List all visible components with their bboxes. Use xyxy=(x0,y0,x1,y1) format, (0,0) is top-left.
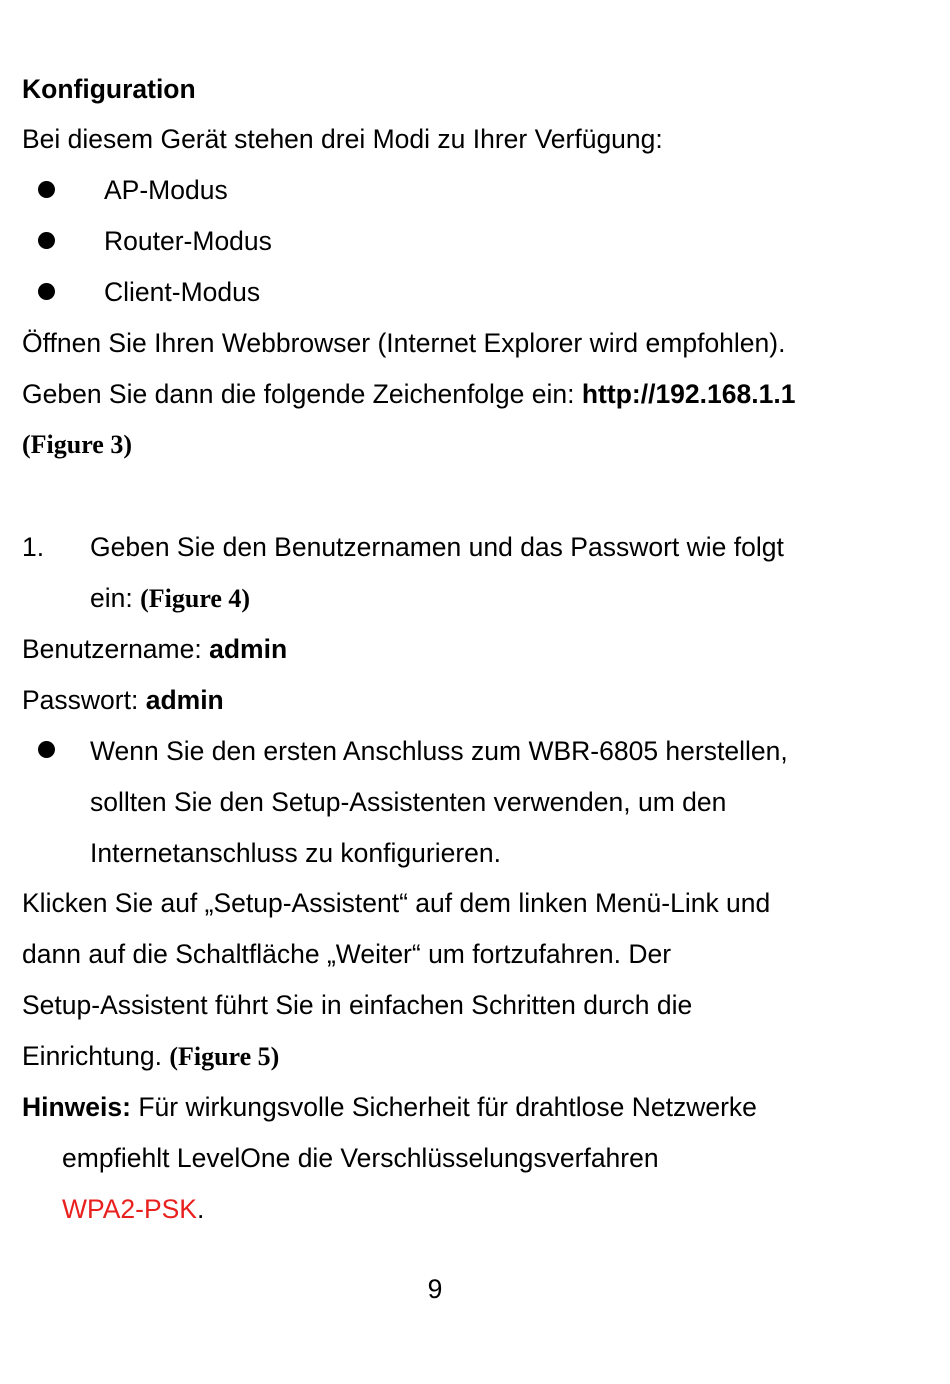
figure-4-reference: (Figure 4) xyxy=(140,584,251,613)
note-label: Hinweis: xyxy=(22,1092,131,1122)
intro-text: Bei diesem Gerät stehen drei Modi zu Ihrer Verfügung: xyxy=(22,124,663,154)
note-line-1 xyxy=(22,1094,757,1121)
page-number: 9 xyxy=(427,1274,443,1304)
browser-instruction: Öffnen Sie Ihren Webbrowser (Internet Explorer wird empfohlen). xyxy=(22,328,786,358)
password-value: admin xyxy=(145,685,224,715)
setup-paragraph-line-4 xyxy=(22,1043,279,1070)
password-label: Passwort: xyxy=(22,685,146,715)
wizard-text-line-2: sollten Sie den Setup-Assistenten verwenden, um den xyxy=(90,787,727,817)
mode-item-router: Router-Modus xyxy=(104,226,272,256)
enter-address-text: Geben Sie dann die folgende Zeichenfolge ein: xyxy=(22,379,582,409)
note-line-2: empfiehlt LevelOne die Verschlüsselungsverfahren xyxy=(62,1143,659,1173)
step-number: 1. xyxy=(22,532,45,562)
wizard-text-line-3: Internetanschluss zu konfigurieren. xyxy=(90,838,501,868)
password-line xyxy=(22,687,224,714)
mode-item-client: Client-Modus xyxy=(104,277,261,307)
bullet-icon xyxy=(38,741,55,758)
wizard-text-line-1: Wenn Sie den ersten Anschluss zum WBR-6805 herstellen, xyxy=(90,736,788,766)
bullet-icon xyxy=(38,283,55,300)
router-url: http://192.168.1.1 xyxy=(581,379,796,409)
username-label: Benutzername: xyxy=(22,634,210,664)
enter-address-line xyxy=(22,381,795,408)
note-period: . xyxy=(196,1194,205,1224)
note-line-3 xyxy=(62,1196,204,1223)
encryption-highlight: WPA2-PSK xyxy=(62,1194,197,1224)
bullet-icon xyxy=(38,181,55,198)
step-1-text-end: ein: xyxy=(90,583,141,613)
username-value: admin xyxy=(209,634,288,664)
username-line xyxy=(22,636,287,663)
figure-5-reference: (Figure 5) xyxy=(169,1042,280,1071)
setup-paragraph-line-2: dann auf die Schaltfläche „Weiter“ um fortzufahren. Der xyxy=(22,939,672,969)
note-text: Für wirkungsvolle Sicherheit für drahtlose Netzwerke xyxy=(130,1092,757,1122)
step-1-text: Geben Sie den Benutzernamen und das Passwort wie folgt xyxy=(90,532,784,562)
figure-3-reference: (Figure 3) xyxy=(22,430,132,459)
bullet-icon xyxy=(38,232,55,249)
mode-item-ap: AP-Modus xyxy=(104,175,228,205)
setup-paragraph-line-3: Setup-Assistent führt Sie in einfachen Schritten durch die xyxy=(22,990,693,1020)
setup-paragraph-line-1: Klicken Sie auf „Setup-Assistent“ auf dem linken Menü-Link und xyxy=(22,888,771,918)
step-1-continuation xyxy=(90,585,250,612)
section-heading: Konfiguration xyxy=(22,74,196,104)
setup-paragraph-end: Einrichtung. xyxy=(22,1041,170,1071)
